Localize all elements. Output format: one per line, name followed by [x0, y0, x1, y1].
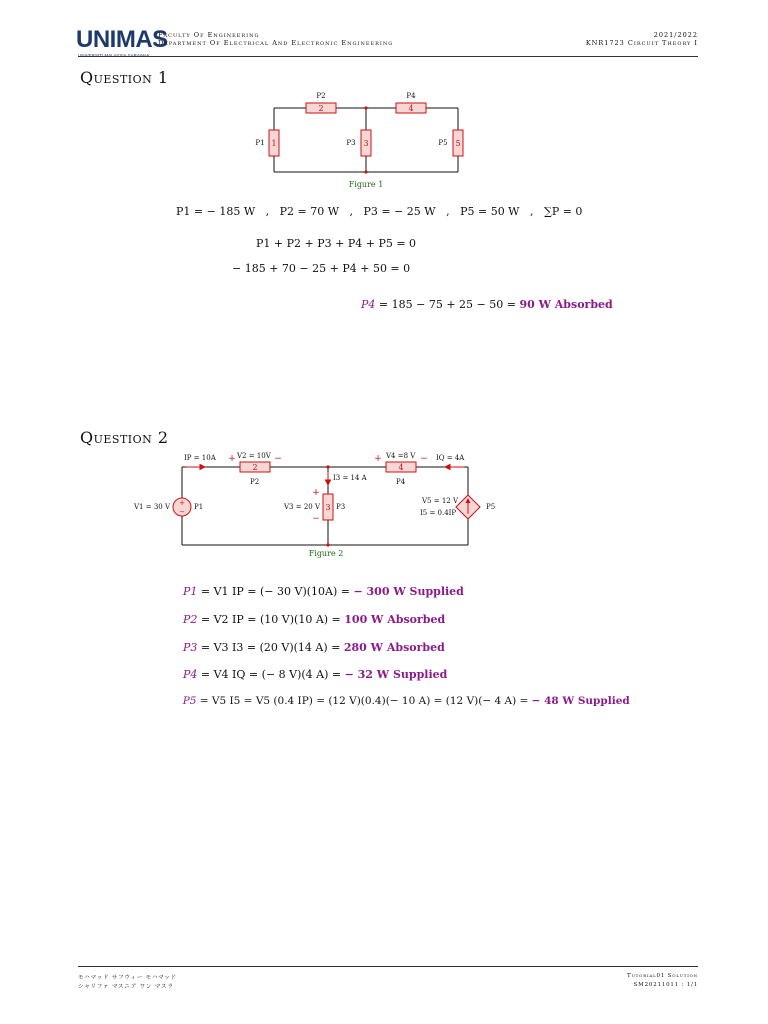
- p3-label: P3: [346, 139, 356, 147]
- q2-p3-symbol: P3: [183, 641, 198, 654]
- author-line-1: モハマッド サフウィー モハマッド: [78, 975, 177, 981]
- p3-label: P3: [336, 503, 346, 511]
- course-code: KNR1723 Circuit Theory I: [585, 39, 698, 47]
- element-3-number: 3: [363, 139, 369, 148]
- v1-source-minus: −: [179, 508, 185, 516]
- v1-label: V1 = 30 V: [134, 503, 171, 511]
- q2-line-p5: [176, 683, 630, 707]
- iq-label: IQ = 4A: [436, 454, 465, 462]
- node-top: [326, 465, 329, 468]
- element-4-number: 4: [398, 463, 404, 472]
- v2-plus-sign: +: [228, 454, 236, 464]
- p5-label: P5: [486, 503, 496, 511]
- q2-line-p1: [176, 572, 464, 598]
- q1-power-sum-equation: P1 + P2 + P3 + P4 + P5 = 0: [256, 237, 417, 250]
- q2-p1-calculation: = V1 IP = (− 30 V)(10A) =: [197, 585, 354, 598]
- q2-p5-symbol: P5: [182, 695, 197, 707]
- q2-p2-calculation: = V2 IP = (10 V)(10 A) =: [197, 613, 345, 626]
- q2-p4-calculation: = V4 IQ = (− 8 V)(4 A) =: [197, 668, 345, 681]
- node-top: [364, 106, 367, 109]
- figure-1-caption: Figure 1: [348, 180, 384, 189]
- q2-line-p2: [176, 600, 445, 626]
- element-1-number: 1: [271, 139, 277, 148]
- logo-text: UNIMAS: [76, 26, 168, 53]
- q2-p2-symbol: P2: [183, 613, 198, 626]
- element-4-number: 4: [408, 104, 414, 113]
- q2-p3-calculation: = V3 I3 = (20 V)(14 A) =: [197, 641, 344, 654]
- element-3-number: 3: [325, 503, 331, 512]
- q2-p5-calculation: = V5 I5 = V5 (0.4 IP) = (12 V)(0.4)(− 10 A) = (12 V)(− 4 A) =: [196, 695, 532, 707]
- p4-label: P4: [406, 92, 416, 100]
- p2-label: P2: [316, 92, 326, 100]
- q1-p4-symbol: P4: [361, 298, 376, 311]
- q2-p3-answer: 280 W Absorbed: [343, 641, 445, 654]
- i3-label: I3 = 14 A: [333, 474, 367, 482]
- v4-plus-sign: +: [374, 454, 382, 464]
- v5-label: V5 = 12 V: [422, 497, 459, 505]
- q1-substituted-equation: − 185 + 70 − 25 + P4 + 50 = 0: [232, 262, 411, 275]
- v1-source-plus: +: [179, 499, 185, 507]
- v3-label: V3 = 20 V: [284, 503, 321, 511]
- node-bottom: [364, 170, 367, 173]
- q1-solution-line: [354, 285, 613, 311]
- v2-minus-sign: −: [274, 454, 282, 464]
- p2-label: P2: [250, 478, 260, 486]
- q2-p4-symbol: P4: [183, 668, 198, 681]
- footer-rule: [78, 966, 698, 967]
- header-rule: [78, 56, 698, 57]
- i5-label: I5 = 0.4IP: [420, 509, 457, 517]
- figure-2-caption: Figure 2: [308, 549, 344, 558]
- academic-year: 2021/2022: [653, 31, 698, 39]
- page-code: SM20211011 : 1/1: [633, 982, 698, 988]
- author-line-2: シャリファ マスニア ワン マスラ: [78, 984, 174, 990]
- q1-given-values: P1 = − 185 W , P2 = 70 W , P3 = − 25 W , P5 = 50 W , ∑P = 0: [176, 205, 583, 218]
- v3-minus-sign: −: [312, 514, 320, 524]
- q2-p1-answer: − 300 W Supplied: [353, 585, 464, 598]
- q2-p1-symbol: P1: [183, 585, 198, 598]
- node-bottom: [326, 543, 329, 546]
- q2-line-p4: [176, 655, 447, 681]
- question-2-title: Question 2: [80, 428, 169, 447]
- v3-plus-sign: +: [312, 488, 320, 498]
- ip-label: IP = 10A: [184, 454, 216, 462]
- p1-label: P1: [255, 139, 265, 147]
- p4-label: P4: [396, 478, 406, 486]
- v2-label: V2 = 10V: [237, 452, 271, 460]
- q2-line-p3: [176, 628, 445, 654]
- figure-1-circuit: [240, 88, 480, 194]
- v4-minus-sign: −: [420, 454, 428, 464]
- q1-p4-calculation: = 185 − 75 + 25 − 50 =: [375, 298, 520, 311]
- q2-p5-answer: − 48 W Supplied: [531, 695, 630, 707]
- q2-p2-answer: 100 W Absorbed: [344, 613, 446, 626]
- element-2-number: 2: [318, 104, 324, 113]
- q1-p4-answer: 90 W Absorbed: [519, 298, 613, 311]
- department-name: Department Of Electrical And Electronic Engineering: [158, 39, 394, 47]
- faculty-name: Faculty Of Engineering: [158, 31, 260, 39]
- figure-2-circuit: [128, 446, 508, 562]
- v4-label: V4 =8 V: [386, 452, 416, 460]
- element-2-number: 2: [252, 463, 258, 472]
- element-5-number: 5: [455, 139, 461, 148]
- p5-label: P5: [438, 139, 448, 147]
- q2-p4-answer: − 32 W Supplied: [344, 668, 448, 681]
- question-1-title: Question 1: [80, 68, 169, 87]
- document-title: Tutorial01 Solution: [627, 973, 698, 979]
- p1-label: P1: [194, 503, 204, 511]
